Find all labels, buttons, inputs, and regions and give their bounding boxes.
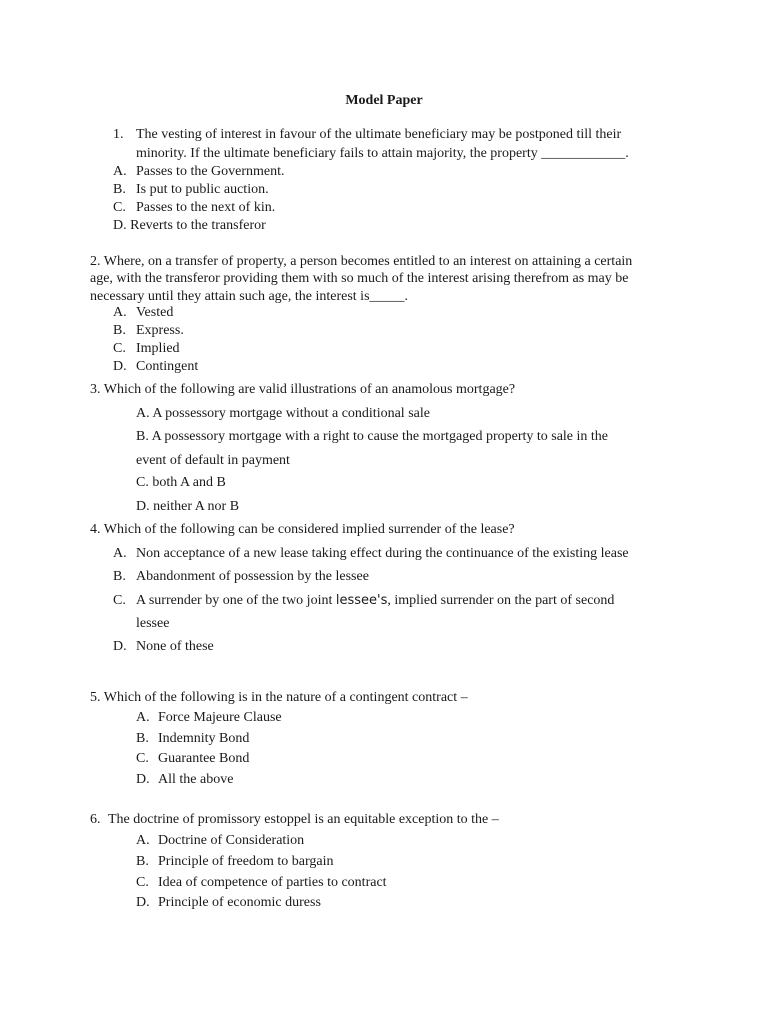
question-4-option-c-text-post: , implied surrender on the part of second xyxy=(387,593,615,608)
question-3-option-b-line-2: event of default in payment xyxy=(136,453,290,468)
question-1-stem-line-1: The vesting of interest in favour of the ultimate beneficiary may be postponed till their xyxy=(136,127,622,142)
question-6-option-a: Doctrine of Consideration xyxy=(158,833,305,848)
question-1-option-a: Passes to the Government. xyxy=(136,164,285,179)
question-2-option-c-label: C. xyxy=(113,341,126,356)
question-6-option-a-label: A. xyxy=(136,833,150,848)
question-6-option-d-label: D. xyxy=(136,895,150,910)
question-4-option-d-label: D. xyxy=(113,639,127,654)
question-2-option-d: Contingent xyxy=(136,359,199,374)
question-1-number: 1. xyxy=(113,127,124,142)
question-2-option-b-label: B. xyxy=(113,323,126,338)
question-4-option-b: Abandonment of possession by the lessee xyxy=(136,569,369,584)
question-1-option-b: Is put to public auction. xyxy=(136,182,269,197)
question-5-option-b-label: B. xyxy=(136,731,149,746)
question-3-option-a: A. A possessory mortgage without a conditional sale xyxy=(136,406,430,421)
question-6-stem: The doctrine of promissory estoppel is an equitable exception to the – xyxy=(108,812,499,827)
question-4-option-c-line-1 xyxy=(136,592,614,610)
question-2-option-b: Express. xyxy=(136,323,184,338)
question-2-option-a: Vested xyxy=(136,305,174,320)
question-6-option-d: Principle of economic duress xyxy=(158,895,321,910)
question-5-stem: 5. Which of the following is in the nature of a contingent contract – xyxy=(90,690,468,705)
question-4-option-d: None of these xyxy=(136,639,214,654)
question-3-option-b-line-1: B. A possessory mortgage with a right to cause the mortgaged property to sale in the xyxy=(136,429,609,444)
question-4-stem: 4. Which of the following can be considered implied surrender of the lease? xyxy=(90,522,515,537)
question-4-option-c-label: C. xyxy=(113,593,126,608)
question-4-option-a: Non acceptance of a new lease taking effect during the continuance of the existing lease xyxy=(136,546,629,561)
question-2-stem-line-1: 2. Where, on a transfer of property, a person becomes entitled to an interest on attaining a certain xyxy=(90,254,633,269)
question-1-option-c: Passes to the next of kin. xyxy=(136,200,276,215)
question-3-option-c: C. both A and B xyxy=(136,475,226,490)
question-6-option-c: Idea of competence of parties to contract xyxy=(158,875,387,890)
question-4-option-c-line-2: lessee xyxy=(136,616,170,631)
question-1-option-c-label: C. xyxy=(113,200,126,215)
question-1-option-a-label: A. xyxy=(113,164,127,179)
question-2-stem-line-3: necessary until they attain such age, the interest is_____. xyxy=(90,289,409,304)
question-4-option-b-label: B. xyxy=(113,569,126,584)
question-5-option-c-label: C. xyxy=(136,751,149,766)
question-2-option-a-label: A. xyxy=(113,305,127,320)
question-5-option-b: Indemnity Bond xyxy=(158,731,250,746)
question-4-option-c-text-pre: A surrender by one of the two joint xyxy=(136,593,336,608)
question-2-stem-line-2: age, with the transferor providing them with so much of the interest arising therefrom as may be xyxy=(90,271,629,286)
question-1-option-b-label: B. xyxy=(113,182,126,197)
question-3-option-d: D. neither A nor B xyxy=(136,499,240,514)
question-1-option-d-text: Reverts to the transferor xyxy=(130,218,266,233)
page-title: Model Paper xyxy=(345,93,423,108)
question-3-stem: 3. Which of the following are valid illustrations of an anamolous mortgage? xyxy=(90,382,516,397)
question-4-option-c-text-mono: lessee's xyxy=(335,593,388,608)
question-1-option-d xyxy=(113,217,266,235)
question-5-option-c: Guarantee Bond xyxy=(158,751,250,766)
question-1-option-d-label: D. xyxy=(113,218,127,233)
question-5-option-d-label: D. xyxy=(136,772,150,787)
question-6-number: 6. xyxy=(90,812,101,827)
question-6-option-c-label: C. xyxy=(136,875,149,890)
question-5-option-a: Force Majeure Clause xyxy=(158,710,282,725)
question-4-option-a-label: A. xyxy=(113,546,127,561)
question-5-option-a-label: A. xyxy=(136,710,150,725)
question-1-stem-line-2: minority. If the ultimate beneficiary fails to attain majority, the property ____________. xyxy=(136,146,629,161)
question-6-option-b-label: B. xyxy=(136,854,149,869)
question-6-option-b: Principle of freedom to bargain xyxy=(158,854,334,869)
question-5-option-d: All the above xyxy=(158,772,234,787)
question-2-option-d-label: D. xyxy=(113,359,127,374)
question-2-option-c: Implied xyxy=(136,341,180,356)
